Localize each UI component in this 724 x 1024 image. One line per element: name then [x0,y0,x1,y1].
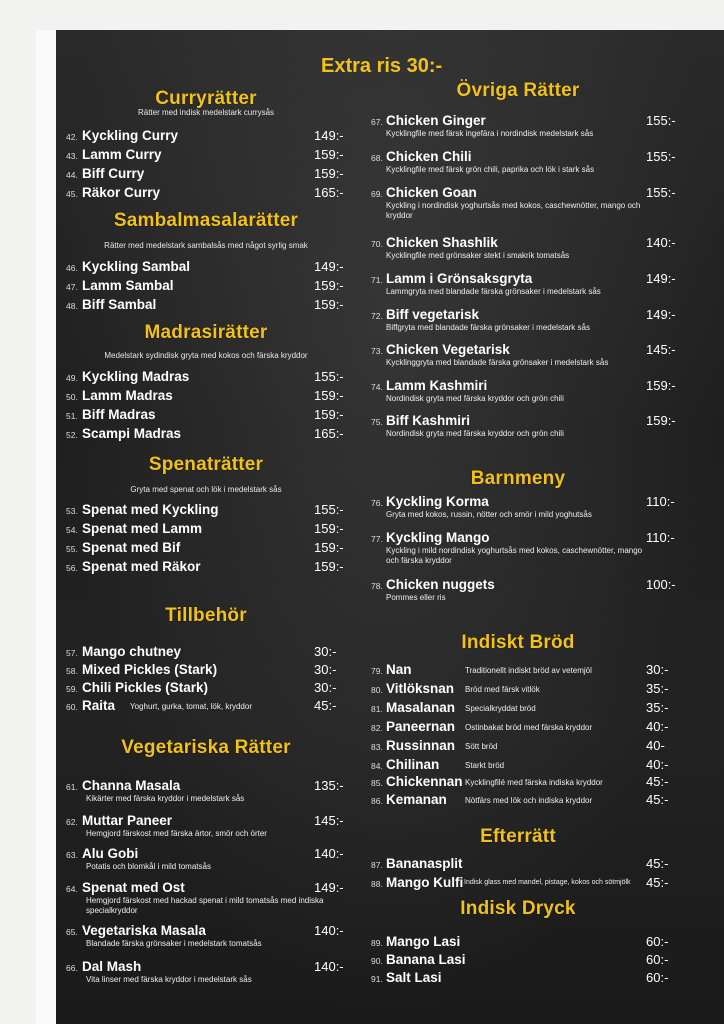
item-price: 45:- [314,698,337,713]
menu-item [56,258,356,276]
item-name: Biff Madras [82,407,156,422]
menu-item [368,148,724,166]
item-name: Mango chutney [82,644,182,659]
item-number: 42. [66,132,78,142]
item-note: Kycklingfilé med färska indiska kryddor [465,778,603,787]
menu-item [368,529,724,547]
item-number: 83. [371,742,383,752]
menu-item [56,296,356,314]
item-description: Kyckling i nordindisk yoghurtsås med kokos, caschewnötter, mango och kryddor [386,201,641,220]
item-price: 60:- [646,952,669,967]
item-price: 159:- [314,166,344,181]
item-name: Vegetariska Masala [82,923,206,938]
item-number: 44. [66,170,78,180]
item-name: Salt Lasi [386,970,442,985]
item-price: 159:- [314,388,344,403]
item-note: Indisk glass med mandel, pistage, kokos och sötmjölk [464,879,631,886]
menu-item [368,184,724,202]
item-name: Chicken Shashlik [386,235,498,250]
item-note: Traditionellt indiskt bröd av vetemjöl [465,666,592,675]
item-name: Spenat med Räkor [82,559,201,574]
item-name: Banana Lasi [386,952,466,967]
item-name: Kyckling Sambal [82,259,191,274]
item-description: Nordindisk gryta med färska kryddor och grön chili [386,394,564,403]
item-price: 45:- [646,792,669,807]
section-title: Madrasirätter [144,322,268,343]
section-subtitle: Rätter med indisk medelstark currysås [137,108,275,117]
menu-item [368,341,724,359]
item-price: 30:- [646,662,669,677]
menu-item [368,234,724,252]
item-price: 149:- [314,128,344,143]
item-name: Chicken Goan [386,185,477,200]
item-note: Sött bröd [465,742,498,751]
menu-item [56,501,356,519]
section-title: Efterrätt [480,826,556,847]
item-price: 149:- [646,307,676,322]
item-name: Spenat med Ost [82,880,185,895]
item-name: Mango Lasi [386,934,461,949]
menu-item [368,699,724,717]
menu-item [368,951,724,969]
item-price: 155:- [646,185,676,200]
item-description: Hemgjord färskost med hackad spenat i mild tomatsås med indiska specialkryddor [86,896,324,915]
item-number: 50. [66,392,78,402]
item-name: Biff Curry [82,166,145,181]
menu-item [368,718,724,736]
menu-item [368,306,724,324]
item-price: 140:- [646,235,676,250]
item-name: Alu Gobi [82,846,139,861]
item-number: 86. [371,796,383,806]
item-name: Paneernan [386,719,456,734]
menu-item [56,425,356,443]
item-name: Lamm Kashmiri [386,378,488,393]
item-name: Biff Sambal [82,297,157,312]
section-title: Indisk Dryck [460,898,576,919]
item-number: 89. [371,938,383,948]
section-subtitle: Medelstark sydindisk gryta med kokos och färska kryddor [104,351,308,360]
menu-item [56,406,356,424]
item-note: Starkt bröd [465,761,505,770]
item-number: 55. [66,544,78,554]
menu-item [368,756,724,774]
item-description: Kyckling i mild nordindisk yoghurtsås med kokos, caschewnötter, mango och färska kryddor [386,546,643,565]
item-description: Blandade färska grönsaker i medelstark tomatsås [86,939,262,948]
item-description: Kycklinggryta med blandade färska grönsaker i medelstark sås [386,358,609,367]
item-note: Yoghurt, gurka, tomat, lök, kryddor [130,702,252,711]
item-description: Kikärter med färska kryddor i medelstark sås [86,794,245,803]
item-price: 35:- [646,700,669,715]
item-price: 45:- [646,856,669,871]
item-name: Chicken Ginger [386,113,486,128]
item-name: Mixed Pickles (Stark) [82,662,218,677]
menu-item [56,277,356,295]
menu-item [368,412,724,430]
item-price: 159:- [314,540,344,555]
section-title: Indiskt Bröd [461,632,575,653]
menu-item [56,520,356,538]
item-name: Spenat med Lamm [82,521,203,536]
item-number: 87. [371,860,383,870]
menu-item [56,812,356,830]
item-name: Kyckling Curry [82,128,179,143]
menu-item [56,558,356,576]
item-note: Bröd med färsk vitlök [465,685,540,694]
item-price: 155:- [646,113,676,128]
item-price: 110:- [646,530,675,545]
section-title: Tillbehör [165,605,247,626]
section-title: Övriga Rätter [456,80,580,101]
item-description: Biffgryta med blandade färska grönsaker i medelstark sås [386,323,590,332]
menu-page [56,30,724,1024]
item-number: 48. [66,301,78,311]
item-description: Kycklingfile med grönsaker stekt i smakrik tomatsås [386,251,570,260]
item-price: 110:- [646,494,675,509]
item-name: Channa Masala [82,778,181,793]
item-number: 52. [66,430,78,440]
menu-item [56,845,356,863]
menu-item [368,661,724,679]
item-number: 63. [66,850,78,860]
section-subtitle: Gryta med spenat och lök i medelstark sås [130,485,282,494]
item-number: 43. [66,151,78,161]
item-name: Chicken Vegetarisk [386,342,510,357]
item-number: 59. [66,684,78,694]
item-name: Chickennan [386,774,463,789]
item-number: 54. [66,525,78,535]
item-name: Raita [82,698,116,713]
item-description: Potatis och blomkål i mild tomatsås [86,862,211,871]
item-name: Kyckling Mango [386,530,490,545]
item-number: 62. [66,817,78,827]
item-number: 90. [371,956,383,966]
item-name: Bananasplit [386,856,463,871]
item-price: 159:- [646,378,676,393]
section-subtitle: Rätter med medelstark sambalsås med något syrlig smak [104,241,308,250]
item-number: 67. [371,117,383,127]
item-note: Nötfärs med lök och indiska kryddor [465,796,593,805]
item-number: 73. [371,346,383,356]
item-price: 159:- [314,278,344,293]
item-number: 79. [371,666,383,676]
menu-item [56,165,356,183]
item-price: 145:- [314,813,344,828]
menu-item [56,879,356,897]
menu-item [368,576,724,594]
item-name: Kemanan [386,792,447,807]
item-name: Muttar Paneer [82,813,173,828]
extra-rice-note: Extra ris 30:- [321,55,443,77]
menu-item [56,777,356,795]
menu-item [56,146,356,164]
item-price: 159:- [314,297,344,312]
item-number: 69. [371,189,383,199]
item-description: Kycklingfile med färsk ingefära i nordindisk medelstark sås [386,129,594,138]
item-number: 74. [371,382,383,392]
item-price: 35:- [646,681,669,696]
item-number: 68. [371,153,383,163]
item-price: 155:- [314,502,344,517]
item-number: 80. [371,685,383,695]
menu-item [56,184,356,202]
menu-item [368,377,724,395]
item-name: Räkor Curry [82,185,161,200]
item-number: 66. [66,963,78,973]
item-number: 49. [66,373,78,383]
item-number: 45. [66,189,78,199]
item-name: Masalanan [386,700,456,715]
item-price: 149:- [314,880,344,895]
section-title: Curryrätter [155,88,257,109]
item-description: Lammgryta med blandade färska grönsaker i medelstark sås [386,287,601,296]
item-price: 40:- [646,757,669,772]
menu-item [368,270,724,288]
menu-item [56,661,356,679]
item-price: 60:- [646,970,669,985]
item-price: 165:- [314,426,344,441]
item-number: 82. [371,723,383,733]
item-number: 57. [66,648,78,658]
item-number: 77. [371,534,383,544]
item-name: Spenat med Bif [82,540,181,555]
item-number: 65. [66,927,78,937]
section-title: Spenaträtter [148,454,264,475]
item-price: 159:- [646,413,676,428]
item-price: 155:- [646,149,676,164]
menu-item [368,969,724,987]
item-description: Vita linser med färska kryddor i medelstark sås [86,975,252,984]
menu-item [368,680,724,698]
item-description: Kycklingfile med färsk grön chili, paprika och lök i stark sås [386,165,595,174]
item-price: 40- [646,738,665,753]
menu-item [56,368,356,386]
menu-item [368,933,724,951]
item-note: Ostinbakat bröd med färska kryddor [465,723,593,732]
item-name: Dal Mash [82,959,142,974]
item-name: Chicken Chili [386,149,472,164]
menu-item [56,922,356,940]
menu-item [368,737,724,755]
item-name: Spenat med Kyckling [82,502,219,517]
item-name: Vitlöksnan [386,681,455,696]
item-number: 88. [371,879,383,889]
item-number: 81. [371,704,383,714]
menu-item [368,112,724,130]
item-number: 46. [66,263,78,273]
item-number: 53. [66,506,78,516]
menu-item [368,855,724,873]
item-name: Nan [386,662,412,677]
section-title: Vegetariska Rätter [121,737,291,758]
menu-item [368,493,724,511]
item-number: 64. [66,884,78,894]
item-name: Kyckling Madras [82,369,190,384]
item-price: 159:- [314,559,344,574]
item-price: 60:- [646,934,669,949]
item-name: Lamm Sambal [82,278,174,293]
item-name: Chili Pickles (Stark) [82,680,209,695]
item-number: 58. [66,666,78,676]
item-number: 51. [66,411,78,421]
item-name: Biff vegetarisk [386,307,480,322]
item-number: 56. [66,563,78,573]
item-number: 76. [371,498,383,508]
item-price: 30:- [314,680,337,695]
item-price: 149:- [646,271,676,286]
menu-item [56,387,356,405]
item-price: 40:- [646,719,669,734]
item-price: 45:- [646,774,669,789]
item-number: 85. [371,778,383,788]
item-number: 71. [371,275,383,285]
paper-edge [36,30,56,1024]
item-number: 84. [371,761,383,771]
item-price: 165:- [314,185,344,200]
item-description: Nordindisk gryta med färska kryddor och grön chili [386,429,564,438]
item-note: Specialkryddat bröd [465,704,536,713]
menu-item [368,773,724,791]
item-number: 61. [66,782,78,792]
menu-item [368,874,724,892]
item-price: 159:- [314,521,344,536]
item-price: 135:- [314,778,344,793]
item-name: Mango Kulfi [386,875,464,890]
menu-item [368,791,724,809]
item-price: 45:- [646,875,669,890]
item-name: Kyckling Korma [386,494,489,509]
item-number: 91. [371,974,383,984]
menu-item [56,679,356,697]
item-name: Lamm Madras [82,388,173,403]
menu-item [56,958,356,976]
item-price: 140:- [314,923,344,938]
item-price: 30:- [314,644,337,659]
item-number: 70. [371,239,383,249]
item-price: 155:- [314,369,344,384]
item-price: 140:- [314,846,344,861]
item-price: 100:- [646,577,676,592]
menu-item [56,127,356,145]
item-name: Lamm i Grönsaksgryta [386,271,533,286]
item-name: Chilinan [386,757,440,772]
item-description: Hemgjord färskost med färska ärtor, smör och örter [86,829,267,838]
item-description: Pommes eller ris [386,593,446,602]
menu-item [56,643,356,661]
item-price: 145:- [646,342,676,357]
item-number: 60. [66,702,78,712]
item-name: Lamm Curry [82,147,162,162]
item-name: Chicken nuggets [386,577,495,592]
item-price: 140:- [314,959,344,974]
item-name: Scampi Madras [82,426,182,441]
menu-item [56,539,356,557]
item-number: 72. [371,311,383,321]
item-price: 159:- [314,147,344,162]
menu-item [56,697,356,715]
section-title: Barnmeny [470,468,566,489]
item-name: Biff Kashmiri [386,413,471,428]
item-price: 30:- [314,662,337,677]
item-name: Russinnan [386,738,456,753]
section-title: Sambalmasalarätter [113,210,299,231]
item-number: 78. [371,581,383,591]
item-number: 47. [66,282,78,292]
item-price: 159:- [314,407,344,422]
item-description: Gryta med kokos, russin, nötter och smör i mild yoghutsås [386,510,592,519]
item-price: 149:- [314,259,344,274]
item-number: 75. [371,417,383,427]
